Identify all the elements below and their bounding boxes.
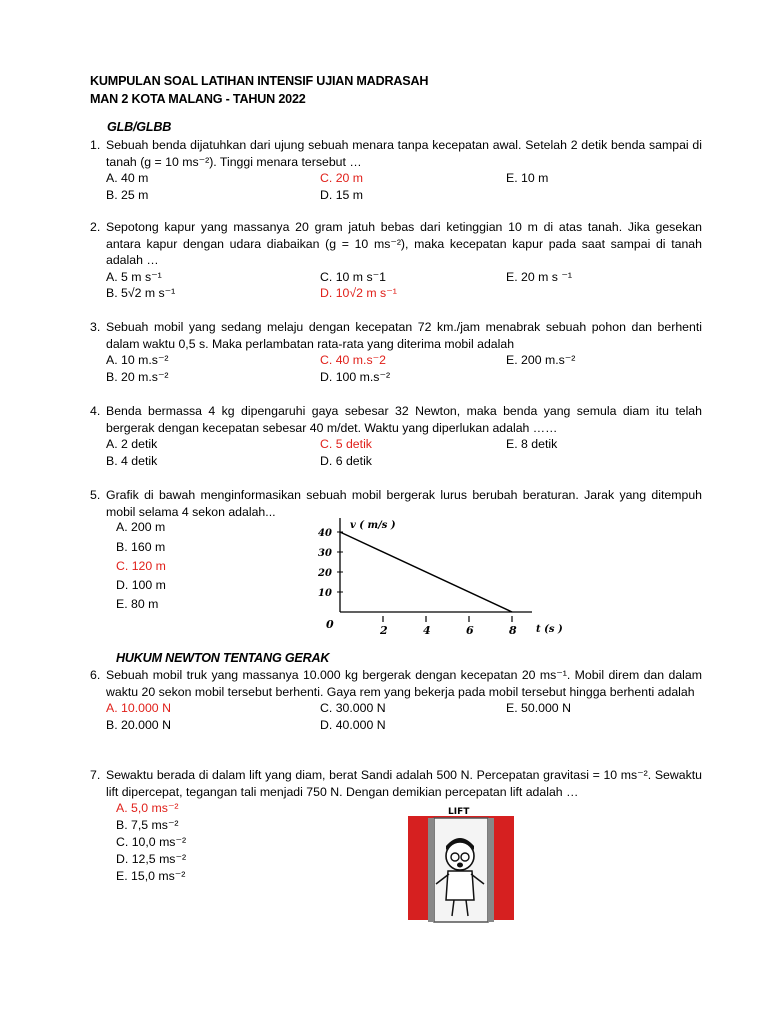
question-number: 2. (90, 220, 101, 234)
option-c[interactable]: C. 30.000 N (320, 701, 386, 715)
lift-door-right (488, 818, 494, 922)
option-c[interactable]: C. 10,0 ms⁻² (116, 835, 187, 849)
lift-door-left (428, 818, 434, 922)
question-number: 5. (90, 488, 101, 502)
question-number: 4. (90, 404, 101, 418)
option-d-answer[interactable]: D. 10√2 m s⁻¹ (320, 286, 397, 300)
option-c[interactable]: C. 10 m s⁻1 (320, 269, 386, 284)
option-c-answer[interactable]: C. 120 m (116, 559, 166, 573)
question-2 (90, 219, 702, 302)
option-e[interactable]: E. 10 m (506, 171, 549, 185)
lift-sign: LIFT (448, 807, 470, 817)
question-number: 3. (90, 320, 101, 334)
question-3 (90, 319, 702, 385)
velocity-time-graph (310, 510, 590, 640)
question-6 (90, 667, 702, 733)
option-a-answer[interactable]: A. 10.000 N (106, 701, 171, 715)
option-e[interactable]: E. 8 detik (506, 437, 558, 451)
option-a-answer[interactable]: A. 5,0 ms⁻² (116, 801, 179, 815)
x-tick-label: 4 (423, 624, 431, 637)
question-1 (90, 137, 702, 203)
header-subtitle: MAN 2 KOTA MALANG - TAHUN 2022 (90, 92, 306, 106)
option-a[interactable]: A. 200 m (116, 520, 166, 534)
question-number: 6. (90, 668, 101, 682)
x-tick-label: 6 (466, 624, 474, 637)
option-b[interactable]: B. 4 detik (106, 453, 158, 468)
y-tick-label: 20 (318, 568, 332, 579)
x-tick-label: 2 (380, 624, 388, 637)
option-b[interactable]: B. 160 m (116, 540, 166, 554)
option-c-answer[interactable]: C. 5 detik (320, 437, 372, 451)
question-text: Sebuah benda dijatuhkan dari ujung sebuah menara tanpa kecepatan awal. Setelah 2 detik benda sampai di tanah (g = 10 ms⁻²). Tinggi menara tersebut … (106, 138, 702, 169)
option-e[interactable]: E. 80 m (116, 597, 159, 611)
option-row (106, 700, 702, 717)
option-b[interactable]: B. 5√2 m s⁻¹ (106, 286, 176, 300)
question-number: 1. (90, 138, 101, 152)
question-text: Sewaktu berada di dalam lift yang diam, berat Sandi adalah 500 N. Percepatan gravitasi = 10 ms⁻². Sewaktu lift dipercepat, tegangan tali menjadi 750 N. Dengan demikian percepatan lift adalah … (106, 768, 702, 799)
question-number: 7. (90, 768, 101, 782)
question-text: Grafik di bawah menginformasikan sebuah mobil bergerak lurus berubah beraturan. Jarak yang ditempuh mobil selama 4 sekon adalah... (106, 488, 702, 519)
option-d[interactable]: D. 100 m.s⁻² (320, 369, 391, 384)
section-title-glb: GLB/GLBB (107, 120, 172, 134)
option-c-answer[interactable]: C. 20 m (320, 171, 364, 185)
lift-illustration (408, 804, 514, 924)
question-text: Sebuah mobil truk yang massanya 10.000 kg bergerak dengan kecepatan 20 ms⁻¹. Mobil direm dan dalam waktu 20 sekon mobil tersebut berhenti. Gaya rem yang bekerja pada mobil tersebut hingga berhenti adalah (106, 668, 702, 699)
option-d[interactable]: D. 40.000 N (320, 717, 386, 732)
x-tick-label: 8 (509, 624, 517, 637)
option-b[interactable]: B. 20 m.s⁻² (106, 369, 169, 384)
option-e[interactable]: E. 50.000 N (506, 701, 571, 715)
person-body (446, 871, 474, 900)
document-header (90, 72, 428, 108)
person-mouth (457, 863, 463, 868)
y-tick-label: 30 (318, 548, 332, 559)
option-d[interactable]: D. 100 m (116, 578, 166, 592)
question-7 (90, 767, 702, 800)
option-a[interactable]: A. 5 m s⁻¹ (106, 269, 162, 284)
option-e[interactable]: E. 20 m s ⁻¹ (506, 269, 572, 284)
option-a[interactable]: A. 40 m (106, 171, 149, 185)
option-d[interactable]: D. 6 detik (320, 453, 372, 468)
option-row (106, 436, 702, 453)
section-title-newton: HUKUM NEWTON TENTANG GERAK (116, 651, 330, 665)
question-text: Benda bermassa 4 kg dipengaruhi gaya sebesar 32 Newton, maka benda yang semula diam itu telah bergerak dengan kecepatan sebesar 40 m/det. Waktu yang diperlukan adalah …… (106, 404, 702, 435)
option-b[interactable]: B. 20.000 N (106, 717, 171, 732)
option-a[interactable]: A. 2 detik (106, 437, 158, 451)
question-text: Sebuah mobil yang sedang melaju dengan kecepatan 72 km./jam menabrak sebuah pohon dan berhenti dalam waktu 0,5 s. Maka perlambatan rata-rata yang diterima mobil adalah (106, 320, 702, 351)
option-b[interactable]: B. 7,5 ms⁻² (116, 818, 179, 832)
option-row (106, 269, 702, 286)
option-a[interactable]: A. 10 m.s⁻² (106, 353, 169, 367)
header-title: KUMPULAN SOAL LATIHAN INTENSIF UJIAN MADRASAH (90, 74, 429, 88)
option-d[interactable]: D. 15 m (320, 187, 364, 202)
y-axis-label: v ( m/s ) (350, 520, 396, 531)
question-text: Sepotong kapur yang massanya 20 gram jatuh bebas dari ketinggian 10 m di atas tanah. Jika gesekan antara kapur dengan udara diabaikan (g = 10 ms⁻²), maka kecepatan kapur pada saat sampai di tanah adalah … (106, 220, 702, 267)
option-d[interactable]: D. 12,5 ms⁻² (116, 852, 187, 866)
option-row (106, 352, 702, 369)
x-axis-label: t (s ) (536, 624, 563, 635)
option-e[interactable]: E. 15,0 ms⁻² (116, 869, 186, 883)
option-row (106, 717, 702, 734)
option-row (106, 453, 702, 470)
option-c-answer[interactable]: C. 40 m.s⁻2 (320, 353, 386, 367)
series-line (340, 532, 512, 612)
option-row (106, 285, 702, 302)
question-4 (90, 403, 702, 469)
origin-label: 0 (326, 618, 334, 631)
option-row (106, 187, 702, 204)
option-e[interactable]: E. 200 m.s⁻² (506, 353, 576, 367)
option-row (106, 170, 702, 187)
y-tick-label: 40 (318, 528, 332, 539)
option-row (106, 369, 702, 386)
y-tick-label: 10 (318, 588, 332, 599)
option-b[interactable]: B. 25 m (106, 187, 149, 202)
